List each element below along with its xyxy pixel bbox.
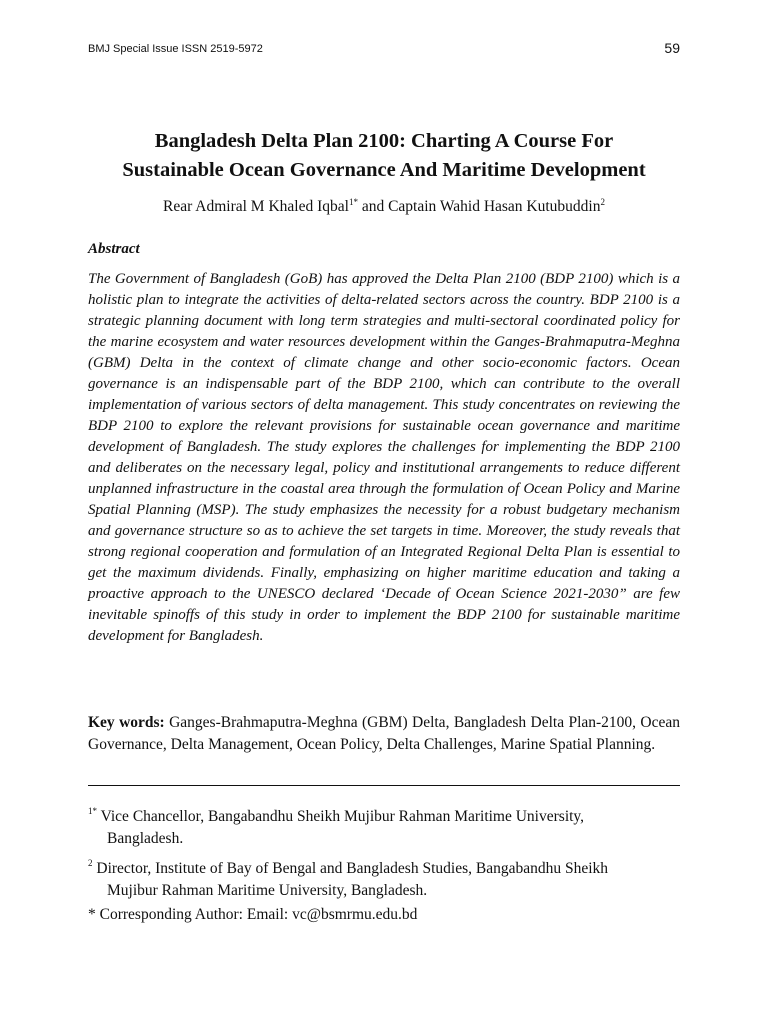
- footnote-2: [88, 852, 680, 902]
- author-2: and Captain Wahid Hasan Kutubuddin: [357, 198, 601, 215]
- footnote-2-mark: 2: [88, 858, 93, 868]
- abstract-body: The Government of Bangladesh (GoB) has approved the Delta Plan 2100 (BDP 2100) which is a holistic plan to integrate the activities of delta-related sectors across the country. BDP 2100 is a strategic planning document with long term strategies and multi-sectoral coordinated policy for the marine ecosystem and water resources development within the Ganges-Brahmaputra-Meghna (GBM) Delta in the context of climate change and other socio-economic factors. Ocean governance is an indispensable part of the BDP 2100, which can contribute to the overall implementation of various sectors of delta management. This study concentrates on reviewing the BDP 2100 to explore the relevant provisions for sustainable ocean governance and maritime development of Bangladesh. The study explores the challenges for implementing the BDP 2100 and deliberates on the necessary legal, policy and institutional arrangements to reduce different unplanned infrastructure in the coastal area through the formulation of Ocean Policy and Marine Spatial Planning (MSP). The study emphasizes the necessity for a robust budgetary mechanism and governance structure so as to achieve the set targets in time. Moreover, the study reveals that strong regional cooperation and formulation of an Integrated Regional Delta Plan is essential to get the maximum dividends. Finally, emphasizing on higher maritime education and taking a proactive approach to the UNESCO declared ‘Decade of Ocean Science 2021-2030” are few inevitable spinoffs of this study in order to implement the BDP 2100 for sustainable maritime development for Bangladesh.: [88, 271, 680, 644]
- paper-title: [70, 127, 698, 185]
- title-line-1: Bangladesh Delta Plan 2100: Charting A Course For: [154, 130, 614, 152]
- author-line: [70, 191, 698, 218]
- author-1-mark: 1*: [348, 197, 358, 207]
- keywords-label: Key words:: [88, 714, 165, 731]
- footnote-2-line-2: Mujibur Rahman Maritime University, Bangladesh.: [107, 882, 428, 899]
- keywords-text: Ganges-Brahmaputra-Meghna (GBM) Delta, Bangladesh Delta Plan-2100, Ocean Governance, Delta Management, Ocean Policy, Delta Challenges, Marine Spatial Planning.: [88, 714, 681, 753]
- journal-header: BMJ Special Issue ISSN 2519-5972: [88, 43, 263, 55]
- page-number: 59: [664, 40, 680, 56]
- footnote-1-mark: 1*: [88, 806, 97, 816]
- footnote-1: [88, 800, 680, 850]
- title-line-2: Sustainable Ocean Governance And Maritime Development: [122, 159, 646, 181]
- author-1: Rear Admiral M Khaled Iqbal: [162, 198, 349, 215]
- keywords: [88, 712, 680, 755]
- footnote-1-line-2: Bangladesh.: [107, 830, 184, 847]
- footnote-1-line-1: Vice Chancellor, Bangabandhu Sheikh Mujibur Rahman Maritime University,: [100, 808, 585, 825]
- abstract-heading: Abstract: [88, 241, 140, 257]
- footnote-divider: [88, 785, 680, 786]
- author-2-mark: 2: [600, 197, 605, 207]
- footnote-2-line-1: Director, Institute of Bay of Bengal and Bangladesh Studies, Bangabandhu Sheikh: [96, 860, 609, 877]
- corresponding-author: * Corresponding Author: Email: vc@bsmrmu.edu.bd: [88, 906, 418, 923]
